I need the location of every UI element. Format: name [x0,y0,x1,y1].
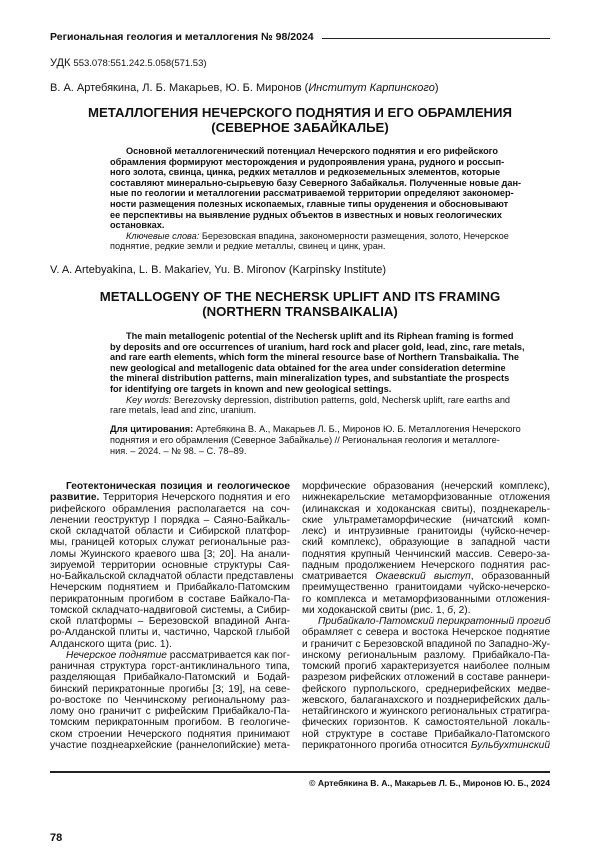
title-en-line: (NORTHERN TRANSBAIKALIA) [60,304,540,319]
authors-en: V. A. Artebyakina, L. B. Makariev, Yu. B. Mironov (Karpinsky Institute) [50,264,386,276]
keywords-text: Березовская впадина, закономерности размещения, золото, Нечерское [202,231,509,241]
title-ru [60,105,540,135]
body-line: ной структуре в составе Прибайкало-Патомского [302,729,550,740]
body-line: жевского, балаганахского и позднерифейских даль- [302,695,550,706]
keywords-text: поднятие, редкие земли и редкие металлы, свинец и цинк, уран. [110,241,490,252]
keywords-label: Key words: [126,395,171,405]
authors-ru-names: В. А. Артебякина, Л. Б. Макарьев, Ю. Б. Миронов ( [50,82,308,94]
term: Прибайкало-Патомский перикратонный прогиб [302,616,550,627]
body-text: рассматривается как пог- [167,650,290,661]
keywords-en [110,395,490,406]
body-line: рифейского обрамления располагается на соч- [50,504,290,515]
title-ru-line: МЕТАЛЛОГЕНИЯ НЕЧЕРСКОГО ПОДНЯТИЯ И ЕГО ОБРАМЛЕНИЯ [60,105,540,120]
term: Бульбухтинский [471,740,550,751]
title-en [60,289,540,319]
body-line [302,740,550,751]
abstract-line: остановках. [110,220,490,231]
title-ru-line: (СЕВЕРНОЕ ЗАБАЙКАЛЬЕ) [60,120,540,135]
body-line: преимущественно гранитоидами чуйско-нечерско- [302,582,550,593]
body-line: ломы Жуинского краевого шва [3; 20]. На анали- [50,549,290,560]
abstract-line: составляют минерально-сырьевую базу Северного Забайкалья. Полученные новые дан- [110,178,490,189]
body-line: инскому региональным разлому. Прибайкало-Па- [302,650,550,661]
body-line: го комплекса и метаморфизованными отложения- [302,594,550,605]
abstract-line: ности размещения полезных ископаемых, главные типы оруденения и обосновывают [110,199,490,210]
body-line: разделяющая Прибайкало-Патомский и Бодай- [50,672,290,683]
body-text: перикратонного прогиба относится [302,740,471,751]
institute-ru: Институт Карпинского [308,82,435,94]
body-column-left [50,481,290,751]
body-line: лекс) и интрузивные гранитоиды (чуйско-нечер- [302,526,550,537]
body-line: ские ультраметаморфические (ничатский комп- [302,515,550,526]
abstract-line: Основной металлогенический потенциал Нечерского поднятия и его рифейского [110,146,490,157]
citation-line: поднятия и его обрамления (Северное Забайкалье) // Региональная геология и металлоге- [110,435,490,446]
abstract-line: The main metallogenic potential of the Nechersk uplift and its Riphean framing is formed [110,331,490,342]
authors-ru [50,82,439,94]
body-line: ской складчатой области и Сибирской платфор- [50,526,290,537]
body-line: ленении геоструктур I порядка – Саяно-Байкаль- [50,515,290,526]
body-text: ми ходоканской свиты (рис. 1, [302,605,447,616]
body-line: поднятия крупный Ченчинский массив. Северо-за- [302,549,550,560]
body-line: морфические образования (нечерский комплекс), [302,481,550,492]
term: б [447,605,453,616]
footer-rule [50,771,550,773]
body-line: Алданского щита (рис. 1). [50,639,290,650]
abstract-line: by deposits and ore occurrences of uranium, hard rock and placer gold, lead, zinc, rare metals, [110,342,490,353]
citation-label: Для цитирования: [110,424,193,434]
section-heading: развитие. [50,492,99,503]
journal-header: Региональная геология и металлогения № 98/2024 [50,31,314,43]
body-line: нетайгинского и жуинского региональных стратигра- [302,706,550,717]
abstract-line: ее перспективы на выявление рудных объектов в известных и новых геологических [110,210,490,221]
keywords-ru [110,231,490,242]
paren: ) [435,82,439,94]
body-line: ской платформы – Березовской впадиной Анга- [50,616,290,627]
body-text: , образованный [471,571,550,582]
body-column-right [302,481,550,751]
abstract-line: and rare earth elements, which form the mineral resource base of Northern Transbaikalia. The [110,352,490,363]
body-text: , 2). [453,605,471,616]
keywords-text: rare metals, lead and zinc, uranium. [110,405,490,416]
citation-line: ния. – 2024. – № 98. – С. 78–89. [110,446,490,457]
body-line: ро-Алданской плиты и, частично, Чарской глыбой [50,627,290,638]
body-line: мы, границей которых служат региональные раз- [50,537,290,548]
term: Нечерское поднятие [66,650,167,661]
body-line [302,605,550,616]
abstract-line: обрамления формируют месторождения и рудопроявления урана, рудного и россып- [110,157,490,168]
copyright: © Артебякина В. А., Макарьев Л. Б., Миронов Ю. Б., 2024 [309,778,550,788]
term: Окаевский выступ [375,571,471,582]
abstract-line: the mineral distribution patterns, main mineralization types, and substantiate the prospects [110,373,490,384]
body-line: (илинакская и ходоканская свиты), позднекарель- [302,504,550,515]
section-heading: Геотектоническая позиция и геологическое [50,481,290,492]
page-number: 78 [50,832,62,844]
body-line: обрамляет с севера и востока Нечерское поднятие [302,627,550,638]
body-line: томской складчато-надвиговой системы, а Сибир- [50,605,290,616]
abstract-en [110,331,490,416]
body-line: фических горизонтов. К самостоятельной локаль- [302,717,550,728]
body-line: ском строении Нечерского поднятия принимают [50,729,290,740]
body-line: томский прогиб характеризуется наиболее полным [302,661,550,672]
udk-code: 553.078:551.242.5.058(571.53) [73,58,206,69]
citation-line [110,424,490,435]
body-line: и граничит с Березовской впадиной по Западно-Жу- [302,639,550,650]
body-text: сматривается [302,571,375,582]
abstract-line: for identifying ore targets in known and new geological settings. [110,384,490,395]
body-line: лому оно граничит с рифейским Прибайкало-Па- [50,706,290,717]
udk-label: УДК [50,57,70,69]
abstract-line: ного золота, свинца, цинка, редких металлов и редкоземельных элементов, которые [110,167,490,178]
body-line: томским перикратонным прогибом. В геологиче- [50,717,290,728]
body-line: ро-востоке по Ченчинскому региональному раз- [50,695,290,706]
body-line: падным продолжением Нечерского поднятия рас- [302,560,550,571]
keywords-text: Berezovsky depression, distribution patterns, gold, Nechersk uplift, rare earths and [174,395,510,405]
body-line: нижнекарельские метаморфизованные отложения [302,492,550,503]
body-text: Территория Нечерского поднятия и его [99,492,290,503]
body-line: перикратонным прогибом в составе Байкало-Па- [50,594,290,605]
citation [110,424,490,457]
citation-text: Артебякина В. А., Макарьев Л. Б., Миронов Ю. Б. Металлогения Нечерского [196,424,521,434]
body-line: раничная структура горст-антиклинального типа, [50,661,290,672]
body-line: фейского пурпольского, среднерифейских медве- [302,684,550,695]
body-line [50,650,290,661]
body-line: разрезом рифейских отложений в составе раннери- [302,672,550,683]
header-rule [322,38,550,39]
keywords-label: Ключевые слова: [126,231,199,241]
body-line: бинский перикратонные прогибы [3; 19], на севе- [50,684,290,695]
title-en-line: METALLOGENY OF THE NECHERSK UPLIFT AND ITS FRAMING [60,289,540,304]
body-line: участие позднеархейские (раннелопийские) мета- [50,740,290,751]
body-line: зируемой территории основные структуры Сая- [50,560,290,571]
body-line: но-Байкальской складчатой области представлены [50,571,290,582]
udk-line [50,57,207,69]
abstract-line: new geological and metallogenic data obtained for the area under consideration determine [110,363,490,374]
body-line [50,492,290,503]
body-line: ский комплекс), образующие в западной части [302,537,550,548]
abstract-ru [110,146,490,252]
body-line: Нечерским поднятием и Прибайкало-Патомским [50,582,290,593]
abstract-line: ные по геологии и металлогении рассматриваемой территории определяют закономер- [110,188,490,199]
body-line [302,571,550,582]
